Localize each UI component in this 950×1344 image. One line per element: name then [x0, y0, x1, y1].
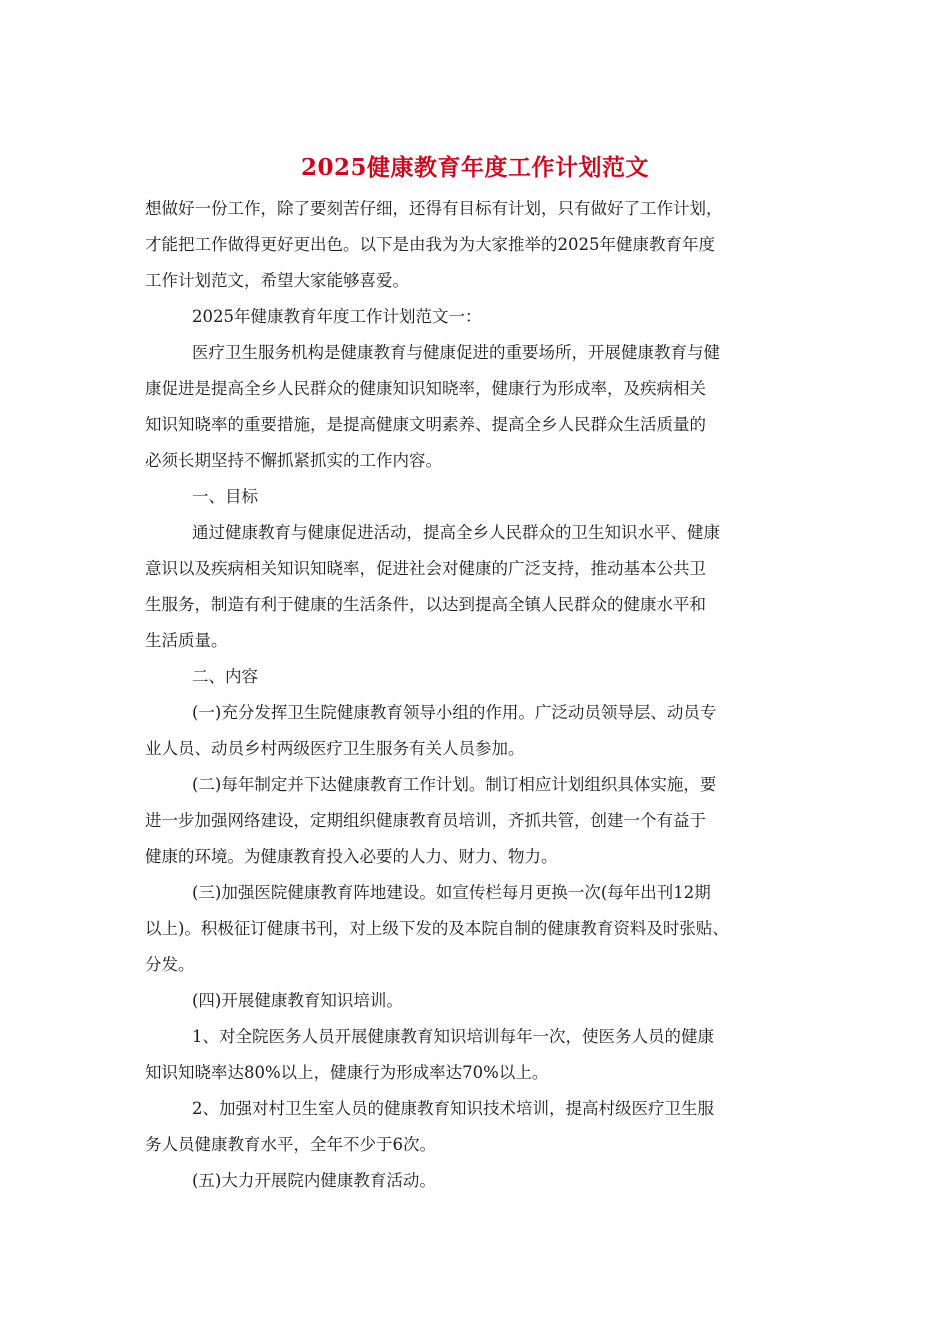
paragraph-line: 务人员健康教育水平，全年不少于6次。	[145, 1135, 436, 1154]
paragraph-line: 健康的环境。为健康教育投入必要的人力、财力、物力。	[145, 847, 558, 866]
paragraph	[145, 875, 815, 983]
paragraph	[145, 1019, 815, 1091]
paragraph-line: 知识知晓率的重要措施，是提高健康文明素养、提高全乡人民群众生活质量的	[145, 415, 706, 434]
paragraph	[145, 659, 815, 695]
paragraph	[145, 983, 815, 1019]
paragraph-line: (四)开展健康教育知识培训。	[192, 991, 403, 1010]
paragraph-line: 必须长期坚持不懈抓紧抓实的工作内容。	[145, 451, 442, 470]
document-title: 2025健康教育年度工作计划范文	[300, 154, 649, 181]
paragraph-line: (二)每年制定并下达健康教育工作计划。制订相应计划组织具体实施，要	[192, 775, 717, 794]
paragraph	[145, 695, 815, 767]
paragraph-line: 2025年健康教育年度工作计划范文一：	[192, 307, 482, 326]
paragraph-line: 医疗卫生服务机构是健康教育与健康促进的重要场所，开展健康教育与健	[192, 343, 720, 362]
paragraph-line: 进一步加强网络建设，定期组织健康教育员培训，齐抓共管，创建一个有益于	[145, 811, 706, 830]
paragraph-line: 业人员、动员乡村两级医疗卫生服务有关人员参加。	[145, 739, 525, 758]
paragraph-line: 二、内容	[192, 667, 258, 686]
paragraph-line: 工作计划范文，希望大家能够喜爱。	[145, 271, 409, 290]
paragraph-line: 1、对全院医务人员开展健康教育知识培训每年一次，使医务人员的健康	[192, 1027, 714, 1046]
paragraph	[145, 767, 815, 875]
paragraph-line: (一)充分发挥卫生院健康教育领导小组的作用。广泛动员领导层、动员专	[192, 703, 717, 722]
paragraph	[145, 479, 815, 515]
paragraph-line: 通过健康教育与健康促进活动，提高全乡人民群众的卫生知识水平、健康	[192, 523, 720, 542]
paragraph-line: (五)大力开展院内健康教育活动。	[192, 1171, 436, 1190]
paragraph-line: 才能把工作做得更好更出色。以下是由我为为大家推举的2025年健康教育年度	[145, 235, 715, 254]
paragraph	[145, 1163, 815, 1199]
paragraph-line: 康促进是提高全乡人民群众的健康知识知晓率，健康行为形成率，及疾病相关	[145, 379, 706, 398]
paragraph	[145, 335, 815, 479]
paragraph-line: 生活质量。	[145, 631, 228, 650]
paragraph-line: 分发。	[145, 955, 195, 974]
paragraph-line: 生服务，制造有利于健康的生活条件，以达到提高全镇人民群众的健康水平和	[145, 595, 706, 614]
paragraph	[145, 191, 815, 299]
paragraph-line: 想做好一份工作，除了要刻苦仔细，还得有目标有计划，只有做好了工作计划，	[145, 199, 723, 218]
paragraph-line: 知识知晓率达80%以上，健康行为形成率达70%以上。	[145, 1063, 549, 1082]
paragraph	[145, 515, 815, 659]
paragraph-line: 2、加强对村卫生室人员的健康教育知识技术培训，提高村级医疗卫生服	[192, 1099, 714, 1118]
paragraph-line: 以上)。积极征订健康书刊，对上级下发的及本院自制的健康教育资料及时张贴、	[145, 919, 729, 938]
paragraph	[145, 299, 815, 335]
paragraph	[145, 1091, 815, 1163]
paragraph-line: 意识以及疾病相关知识知晓率，促进社会对健康的广泛支持，推动基本公共卫	[145, 559, 706, 578]
paragraph-line: (三)加强医院健康教育阵地建设。如宣传栏每月更换一次(每年出刊12期	[192, 883, 711, 902]
document-body	[145, 191, 815, 1199]
paragraph-line: 一、目标	[192, 487, 258, 506]
